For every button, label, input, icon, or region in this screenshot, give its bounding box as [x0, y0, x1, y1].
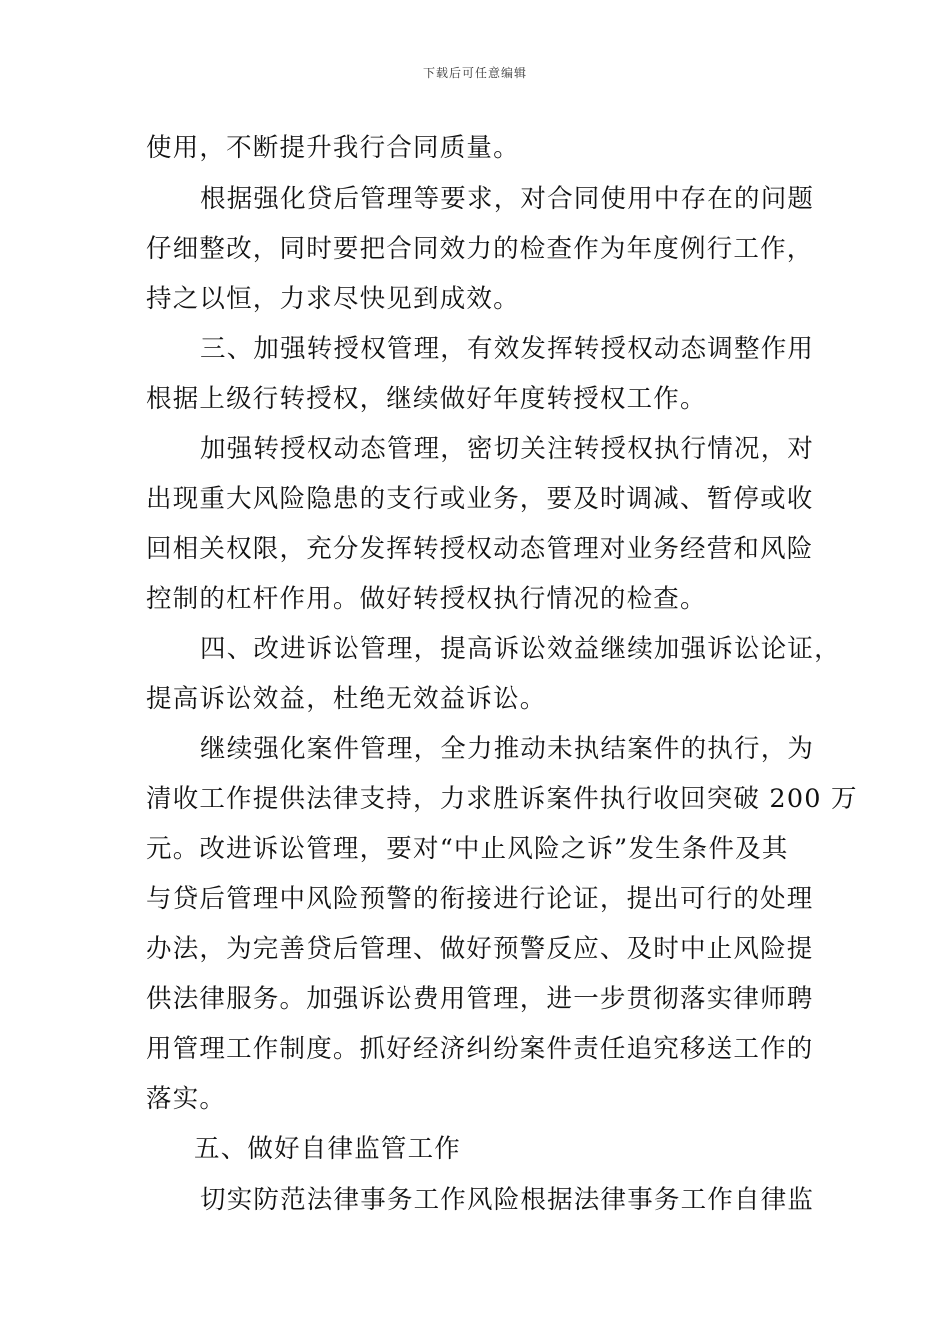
body-line: 与贷后管理中风险预警的衔接进行论证，提出可行的处理: [146, 884, 814, 914]
body-line: 持之以恒，力求尽快见到成效。: [146, 284, 520, 314]
body-line: 元。改进诉讼管理，要对“中止风险之诉”发生条件及其: [146, 834, 789, 864]
body-line: 控制的杠杆作用。做好转授权执行情况的检查。: [146, 584, 707, 614]
body-line: 继续强化案件管理，全力推动未执结案件的执行，为: [200, 734, 815, 764]
body-line: 办法，为完善贷后管理、做好预警反应、及时中止风险提: [146, 934, 814, 964]
section-heading: 五、做好自律监管工作: [194, 1134, 462, 1164]
body-line: 根据强化贷后管理等要求，对合同使用中存在的问题: [200, 184, 815, 214]
section-heading: 四、改进诉讼管理，提高诉讼效益继续加强诉讼论证，: [200, 634, 841, 664]
body-line: 切实防范法律事务工作风险根据法律事务工作自律监: [200, 1185, 815, 1215]
body-line: 落实。: [146, 1084, 227, 1114]
body-line: 提高诉讼效益，杜绝无效益诉讼。: [146, 684, 547, 714]
section-heading: 三、加强转授权管理，有效发挥转授权动态调整作用: [200, 334, 815, 364]
body-line: 用管理工作制度。抓好经济纠纷案件责任追究移送工作的: [146, 1034, 814, 1064]
body-line: 加强转授权动态管理，密切关注转授权执行情况，对: [200, 434, 815, 464]
body-line: 仔细整改，同时要把合同效力的检查作为年度例行工作，: [146, 234, 814, 264]
body-line: 根据上级行转授权，继续做好年度转授权工作。: [146, 384, 707, 414]
body-line: 清收工作提供法律支持，力求胜诉案件执行收回突破 200 万: [146, 784, 858, 814]
body-line: 出现重大风险隐患的支行或业务，要及时调减、暂停或收: [146, 484, 814, 514]
body-line: 供法律服务。加强诉讼费用管理，进一步贯彻落实律师聘: [146, 984, 814, 1014]
body-line: 使用，不断提升我行合同质量。: [146, 133, 520, 163]
page-header: 下载后可任意编辑: [422, 66, 527, 80]
body-line: 回相关权限，充分发挥转授权动态管理对业务经营和风险: [146, 534, 814, 564]
